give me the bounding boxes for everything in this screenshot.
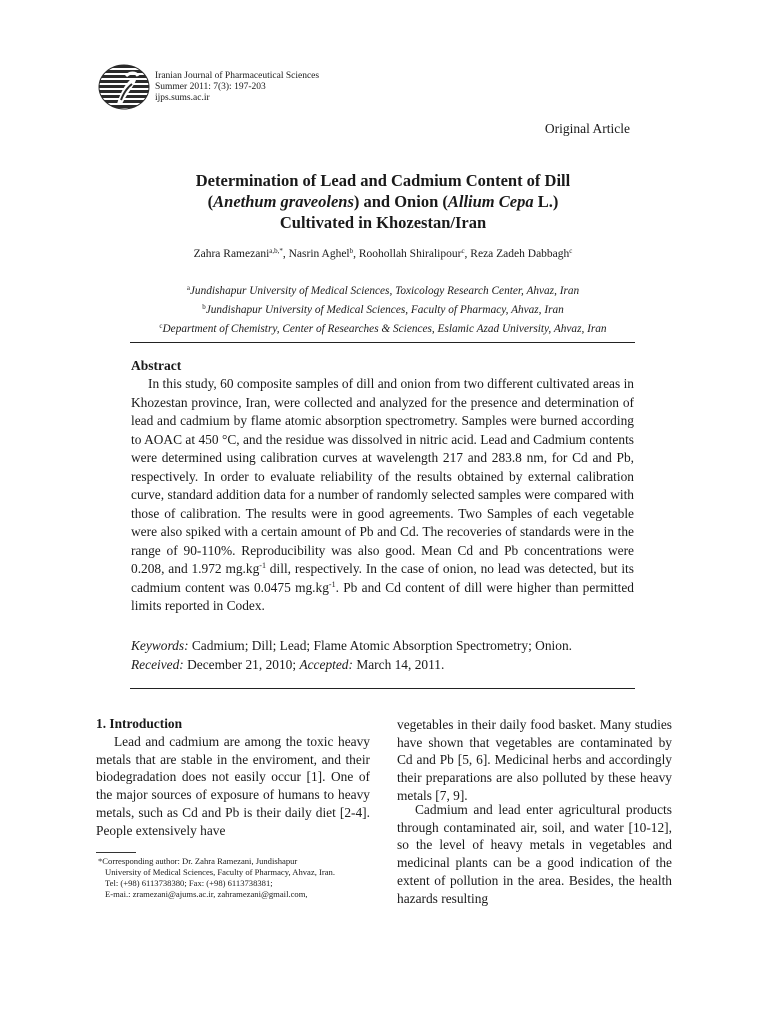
introduction-paragraph-2: Cadmium and lead enter agricultural products through contaminated air, soil, and water [10-12], so the level of heavy metals in vegetables and medicinal plants can be a good indication of the extent of pollution in the area. Besides, the health hazards resulting	[397, 802, 672, 906]
species-dill: Anethum graveolens	[213, 192, 354, 211]
footnote-line: Tel: (+98) 6113738380; Fax: (+98) 6113738381;	[105, 878, 273, 888]
title-line-3: Cultivated in Khozestan/Iran	[279, 213, 487, 232]
affiliation-b: $^b$Jundishapur University of Medical Sciences, Faculty of Pharmacy, Ahvaz, Iran	[202, 303, 564, 316]
author: Reza Zadeh Dabbagh$^c$	[470, 247, 573, 260]
author: Zahra Ramezani$^{a,b,*}$,	[193, 247, 289, 260]
journal-issue: Summer 2011: 7(3): 197-203	[155, 82, 266, 92]
footnote-rule	[96, 852, 136, 853]
journal-globe-logo-icon	[98, 64, 150, 110]
journal-website[interactable]: ijps.sums.ac.ir	[155, 93, 210, 103]
keywords: Keywords: Cadmium; Dill; Lead; Flame Atomic Absorption Spectrometry; Onion.	[131, 638, 572, 653]
footnote-email: E-mai.: zramezani@ajums.ac.ir, zahramezani@gmail.com,	[105, 889, 308, 899]
footnote-line: *Corresponding author: Dr. Zahra Ramezani, Jundishapur	[98, 856, 298, 866]
abstract-body: In this study, 60 composite samples of dill and onion from two different cultivated areas in Khozestan province, Iran, were collected and analyzed for the presence and determination of lead and cadmium by flame atomic absorption spectrometry. Samples were burned according to AOAC at 450 °C, and the residue was dissolved in nitric acid. Lead and Cadmium contents were determined using calibration curves at wavelength 217 and 283.8 nm, for Cd and Pb, respectively. In order to evaluate reliability of the results obtained by external calibration curve, standard addition data for a number of randomly selected samples were compared with those of calibration. The results were in good agreements. Two Samples of each vegetable were also spiked with a certain amount of Pb and Cd. The recoveries of standards were in the range of 90-110%. Reproducibility was also good. Mean Cd and Pb concentrations were 0.208, and 1.972 $mg.kg^{-1}$ dill, respectively. In the case of onion, no lead was detected, but its cadmium content was 0.0475 $mg.kg^{-1}$. Pb and Cd content of dill were higher than permitted limits reported in Codex.	[131, 376, 634, 613]
affiliations	[100, 280, 666, 337]
author: Nasrin Aghel$^b$,	[288, 247, 359, 260]
species-onion: Allium Cepa	[447, 192, 534, 211]
title-line-2: (Anethum graveolens) and Onion (Allium Cepa L.)	[207, 192, 559, 211]
journal-name: Iranian Journal of Pharmaceutical Sciences	[155, 71, 320, 81]
article-type: Original Article	[544, 121, 630, 136]
article-dates: Received: December 21, 2010; Accepted: March 14, 2011.	[131, 656, 445, 672]
article-title	[100, 170, 666, 233]
abstract-bottom-rule	[130, 688, 635, 689]
corresponding-author-footnote	[98, 856, 373, 900]
abstract-heading: Abstract	[131, 358, 182, 373]
affiliation-c: $^c$Department of Chemistry, Center of Researches & Sciences, Eslamic Azad University, Ahvaz, Iran	[159, 322, 607, 335]
keywords-block	[131, 637, 634, 674]
affiliation-a: $^a$Jundishapur University of Medical Sciences, Toxicology Research Center, Ahvaz, Iran	[186, 284, 580, 297]
introduction-heading: 1. Introduction	[96, 716, 183, 731]
title-line-1: Determination of Lead and Cadmium Content of Dill	[195, 171, 571, 190]
introduction-paragraph-1-continued: vegetables in their daily food basket. Many studies have shown that vegetables are contaminated by Cd and Pb [5, 6]. Medicinal herbs and accordingly their preparations are also polluted by these heavy metals [7, 9].	[397, 717, 672, 803]
journal-info	[155, 71, 319, 104]
introduction-paragraph-1: Lead and cadmium are among the toxic heavy metals that are stable in the enviroment, and their biodegradation does not easily occur [1]. One of the major sources of exposure of humans to heavy metals, such as Cd and Pb is their daily diet [2-4]. People extensively have	[96, 734, 370, 838]
abstract-top-rule	[130, 342, 635, 343]
author-list	[100, 247, 666, 260]
footnote-line: University of Medical Sciences, Faculty of Pharmacy, Ahvaz, Iran.	[105, 867, 335, 877]
author: Roohollah Shiralipour$^c$,	[358, 247, 471, 260]
